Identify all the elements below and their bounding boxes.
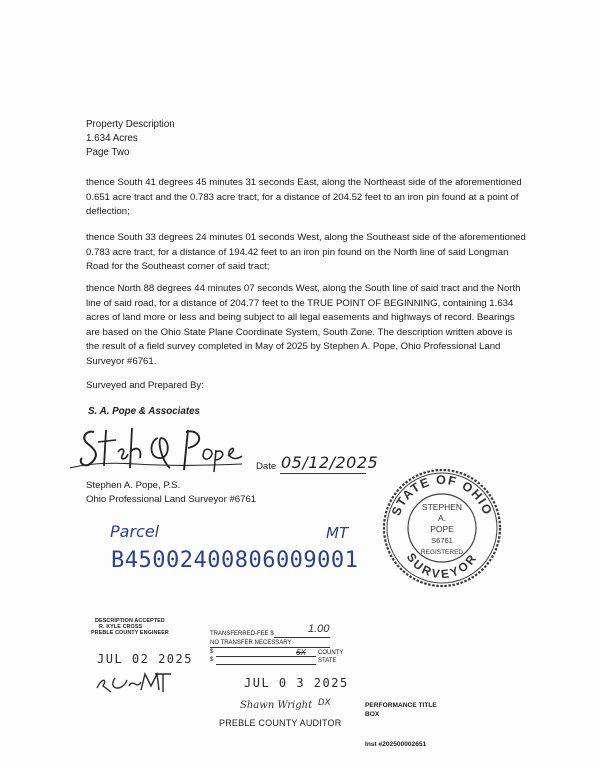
description-paragraph-1: thence South 41 degrees 45 minutes 31 seconds East, along the Northeast side of the aforementioned 0.651 acre tract and the 0.783 acre tract, for a distance of 204.52 feet to an iron pin found at a point of deflection; [86,177,522,218]
description-paragraph-3: thence North 88 degrees 44 minutes 07 seconds West, along the South line of said tract and the North line of said road, for a distance of 204.77 feet to the TRUE POINT OF BEGINNING, containing 1.634 acres of land more or less and being subject to all legal easements and highways of record. Bearings are based on the Ohio State Plane Coordinate System, South Zone. The description written above is the result of a field survey completed in May of 2025 by Stephen A. Pope, Ohio Professional Land Surveyor #6761. [86,283,521,367]
transfer-fee-value: 1.00 [308,623,330,635]
no-transfer-label: NO TRANSFER NECESSARY [210,640,292,646]
header-page: Page Two [86,147,130,158]
state-underline [216,664,316,665]
header-title: Property Description [86,119,175,130]
seal-number: S6761 [431,536,453,545]
signature-date: 05/12/2025 [281,453,379,472]
surveyor-name: Stephen A. Pope, P.S. [86,480,181,491]
auditor-title: PREBLE COUNTY AUDITOR [219,718,342,728]
county-value: 6X [296,648,306,657]
state-label: STATE [318,658,337,664]
performance-title-line2: BOX [365,711,380,718]
header-acreage: 1.634 Acres [86,133,138,144]
fee-underline [274,637,330,638]
state-dollar: $ [210,657,214,663]
seal-name3: POPE [430,524,454,534]
transfer-fee-label: TRANSFERRED-FEE $ [210,631,274,637]
instrument-number: Inst #202500002651 [365,741,427,748]
surveyed-by-label: Surveyed and Prepared By: [86,380,204,391]
parcel-label: Parcel [110,522,160,541]
parcel-initials: MT [326,524,349,542]
seal-registered: REGISTERED [420,549,464,556]
county-label: COUNTY [318,650,344,656]
no-transfer-underline [210,647,330,648]
auditor-stamp-date: JUL 0 3 2025 [244,676,349,690]
performance-title-line1: PERFORMANCE TITLE [365,702,437,709]
auditor-signature: Shawn Wright [240,700,313,711]
engineer-stamp-line1: DESCRIPTION ACCEPTED [95,618,165,624]
date-label: Date [256,461,277,472]
county-dollar: $ [210,649,214,655]
engineer-stamp-line3: PREBLE COUNTY ENGINEER [91,630,169,636]
auditor-initials: DX [318,697,331,707]
surveyor-license: Ohio Professional Land Surveyor #6761 [86,494,257,505]
seal-name2: A. [437,513,447,523]
engineer-initials [93,670,173,696]
seal-bottom-text: SURVEYOR [403,550,481,582]
firm-name: S. A. Pope & Associates [88,406,200,417]
engineer-stamp-line2: R. KYLE CROSS [99,624,143,630]
seal-top-text: STATE OF OHIO [389,472,496,518]
surveyor-signature [66,424,246,480]
date-underline [280,473,366,474]
engineer-stamp-date: JUL 02 2025 [97,652,193,666]
description-paragraph-2: thence South 33 degrees 24 minutes 01 seconds West, along the Southeast side of the aforementioned 0.783 acre tract, for a distance of 194.42 feet to an iron pin found on the North line of said Longman Road for the Southeast corner of said tract; [86,232,526,273]
parcel-number: B45002400806009001 [111,548,359,573]
seal-name1: STEPHEN [421,502,463,512]
surveyor-seal [380,466,504,590]
